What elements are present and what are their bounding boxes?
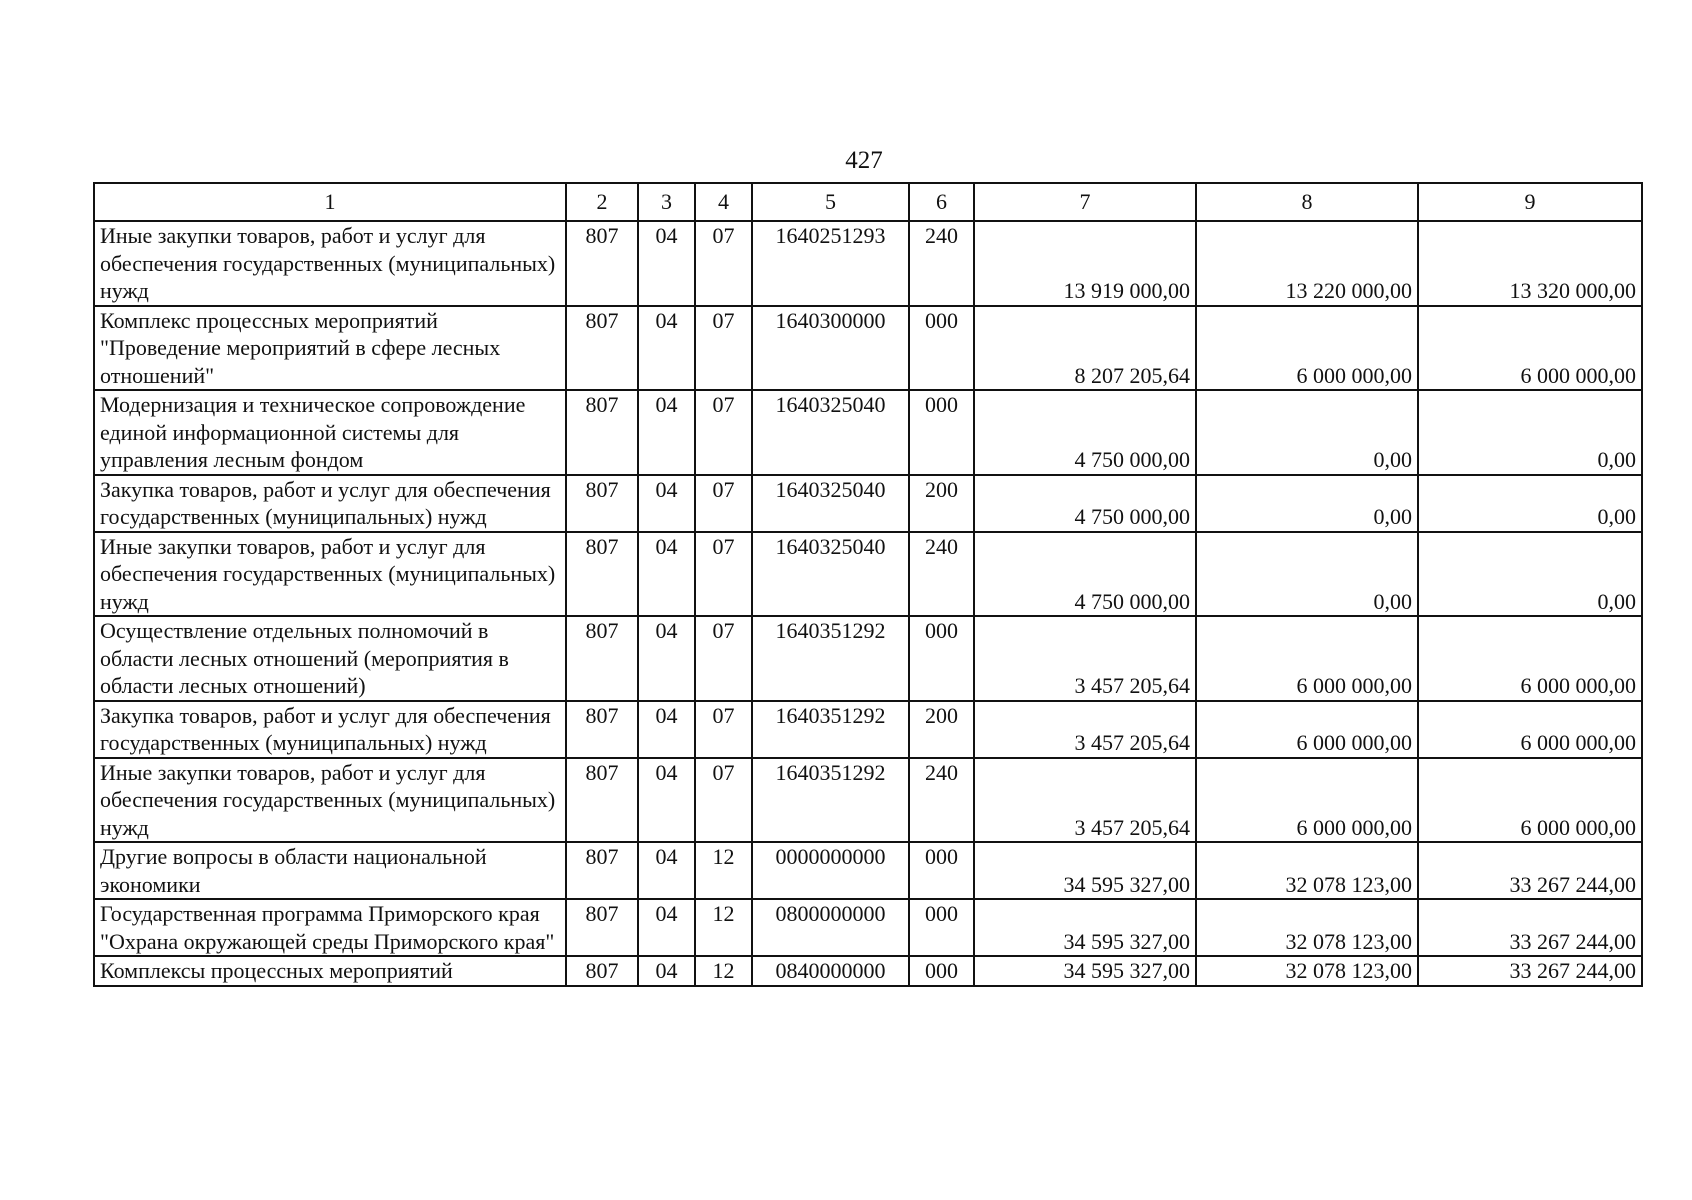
table-row [94,701,1642,758]
amount-cell: 0,00 [1196,532,1418,617]
section-cell: 04 [638,475,695,532]
column-header: 8 [1196,183,1418,221]
row-name-cell: Модернизация и техническое сопровождение единой информационной системы для управления лесным фондом [94,390,566,475]
expense-type-cell: 000 [909,616,974,701]
code-cell: 807 [566,532,638,617]
table-row [94,306,1642,391]
section-cell: 04 [638,701,695,758]
code-cell: 807 [566,475,638,532]
amount-cell: 4 750 000,00 [974,390,1196,475]
amount-cell: 0,00 [1418,532,1642,617]
budget-table [93,182,1643,987]
section-cell: 04 [638,306,695,391]
column-header: 9 [1418,183,1642,221]
target-article-cell: 1640351292 [752,616,909,701]
amount-cell: 3 457 205,64 [974,758,1196,843]
column-header: 5 [752,183,909,221]
code-cell: 807 [566,899,638,956]
subsection-cell: 12 [695,956,752,986]
amount-cell: 6 000 000,00 [1418,306,1642,391]
subsection-cell: 12 [695,899,752,956]
column-header: 1 [94,183,566,221]
expense-type-cell: 000 [909,842,974,899]
code-cell: 807 [566,758,638,843]
amount-cell: 0,00 [1196,390,1418,475]
subsection-cell: 07 [695,475,752,532]
amount-cell: 32 078 123,00 [1196,842,1418,899]
code-cell: 807 [566,221,638,306]
table-row [94,899,1642,956]
amount-cell: 0,00 [1196,475,1418,532]
amount-cell: 13 220 000,00 [1196,221,1418,306]
code-cell: 807 [566,842,638,899]
expense-type-cell: 240 [909,532,974,617]
expense-type-cell: 200 [909,701,974,758]
amount-cell: 6 000 000,00 [1418,758,1642,843]
section-cell: 04 [638,956,695,986]
table-row [94,956,1642,986]
column-header: 3 [638,183,695,221]
section-cell: 04 [638,221,695,306]
column-header: 7 [974,183,1196,221]
target-article-cell: 1640251293 [752,221,909,306]
target-article-cell: 0800000000 [752,899,909,956]
row-name-cell: Другие вопросы в области национальной экономики [94,842,566,899]
amount-cell: 13 919 000,00 [974,221,1196,306]
amount-cell: 6 000 000,00 [1196,758,1418,843]
row-name-cell: Иные закупки товаров, работ и услуг для обеспечения государственных (муниципальных) нужд [94,758,566,843]
subsection-cell: 07 [695,532,752,617]
row-name-cell: Иные закупки товаров, работ и услуг для обеспечения государственных (муниципальных) нужд [94,221,566,306]
target-article-cell: 1640325040 [752,390,909,475]
code-cell: 807 [566,616,638,701]
target-article-cell: 1640351292 [752,758,909,843]
target-article-cell: 0000000000 [752,842,909,899]
amount-cell: 4 750 000,00 [974,475,1196,532]
page-number: 427 [845,147,883,174]
table-row [94,221,1642,306]
amount-cell: 13 320 000,00 [1418,221,1642,306]
amount-cell: 33 267 244,00 [1418,956,1642,986]
section-cell: 04 [638,616,695,701]
table-row [94,532,1642,617]
target-article-cell: 1640300000 [752,306,909,391]
amount-cell: 4 750 000,00 [974,532,1196,617]
amount-cell: 33 267 244,00 [1418,842,1642,899]
row-name-cell: Комплексы процессных мероприятий [94,956,566,986]
amount-cell: 32 078 123,00 [1196,899,1418,956]
code-cell: 807 [566,306,638,391]
amount-cell: 3 457 205,64 [974,701,1196,758]
section-cell: 04 [638,842,695,899]
table-header-row [94,183,1642,221]
column-header: 2 [566,183,638,221]
amount-cell: 6 000 000,00 [1196,701,1418,758]
expense-type-cell: 200 [909,475,974,532]
subsection-cell: 07 [695,616,752,701]
table-row [94,475,1642,532]
target-article-cell: 1640325040 [752,532,909,617]
expense-type-cell: 240 [909,221,974,306]
expense-type-cell: 240 [909,758,974,843]
amount-cell: 6 000 000,00 [1418,616,1642,701]
code-cell: 807 [566,390,638,475]
expense-type-cell: 000 [909,390,974,475]
table-row [94,758,1642,843]
section-cell: 04 [638,390,695,475]
amount-cell: 6 000 000,00 [1196,306,1418,391]
amount-cell: 8 207 205,64 [974,306,1196,391]
table-body [94,221,1642,986]
subsection-cell: 12 [695,842,752,899]
column-header: 6 [909,183,974,221]
subsection-cell: 07 [695,701,752,758]
amount-cell: 0,00 [1418,390,1642,475]
amount-cell: 6 000 000,00 [1418,701,1642,758]
subsection-cell: 07 [695,758,752,843]
subsection-cell: 07 [695,306,752,391]
section-cell: 04 [638,758,695,843]
amount-cell: 34 595 327,00 [974,899,1196,956]
row-name-cell: Осуществление отдельных полномочий в области лесных отношений (мероприятия в области лесных отношений) [94,616,566,701]
expense-type-cell: 000 [909,306,974,391]
section-cell: 04 [638,899,695,956]
target-article-cell: 1640325040 [752,475,909,532]
table-row [94,616,1642,701]
code-cell: 807 [566,956,638,986]
expense-type-cell: 000 [909,956,974,986]
code-cell: 807 [566,701,638,758]
subsection-cell: 07 [695,390,752,475]
amount-cell: 34 595 327,00 [974,842,1196,899]
amount-cell: 33 267 244,00 [1418,899,1642,956]
amount-cell: 32 078 123,00 [1196,956,1418,986]
target-article-cell: 1640351292 [752,701,909,758]
table-row [94,842,1642,899]
column-header: 4 [695,183,752,221]
amount-cell: 6 000 000,00 [1196,616,1418,701]
amount-cell: 34 595 327,00 [974,956,1196,986]
amount-cell: 0,00 [1418,475,1642,532]
section-cell: 04 [638,532,695,617]
row-name-cell: Закупка товаров, работ и услуг для обеспечения государственных (муниципальных) нужд [94,475,566,532]
expense-type-cell: 000 [909,899,974,956]
table-row [94,390,1642,475]
subsection-cell: 07 [695,221,752,306]
row-name-cell: Комплекс процессных мероприятий "Проведение мероприятий в сфере лесных отношений" [94,306,566,391]
row-name-cell: Иные закупки товаров, работ и услуг для обеспечения государственных (муниципальных) нужд [94,532,566,617]
row-name-cell: Государственная программа Приморского края "Охрана окружающей среды Приморского края" [94,899,566,956]
amount-cell: 3 457 205,64 [974,616,1196,701]
row-name-cell: Закупка товаров, работ и услуг для обеспечения государственных (муниципальных) нужд [94,701,566,758]
target-article-cell: 0840000000 [752,956,909,986]
